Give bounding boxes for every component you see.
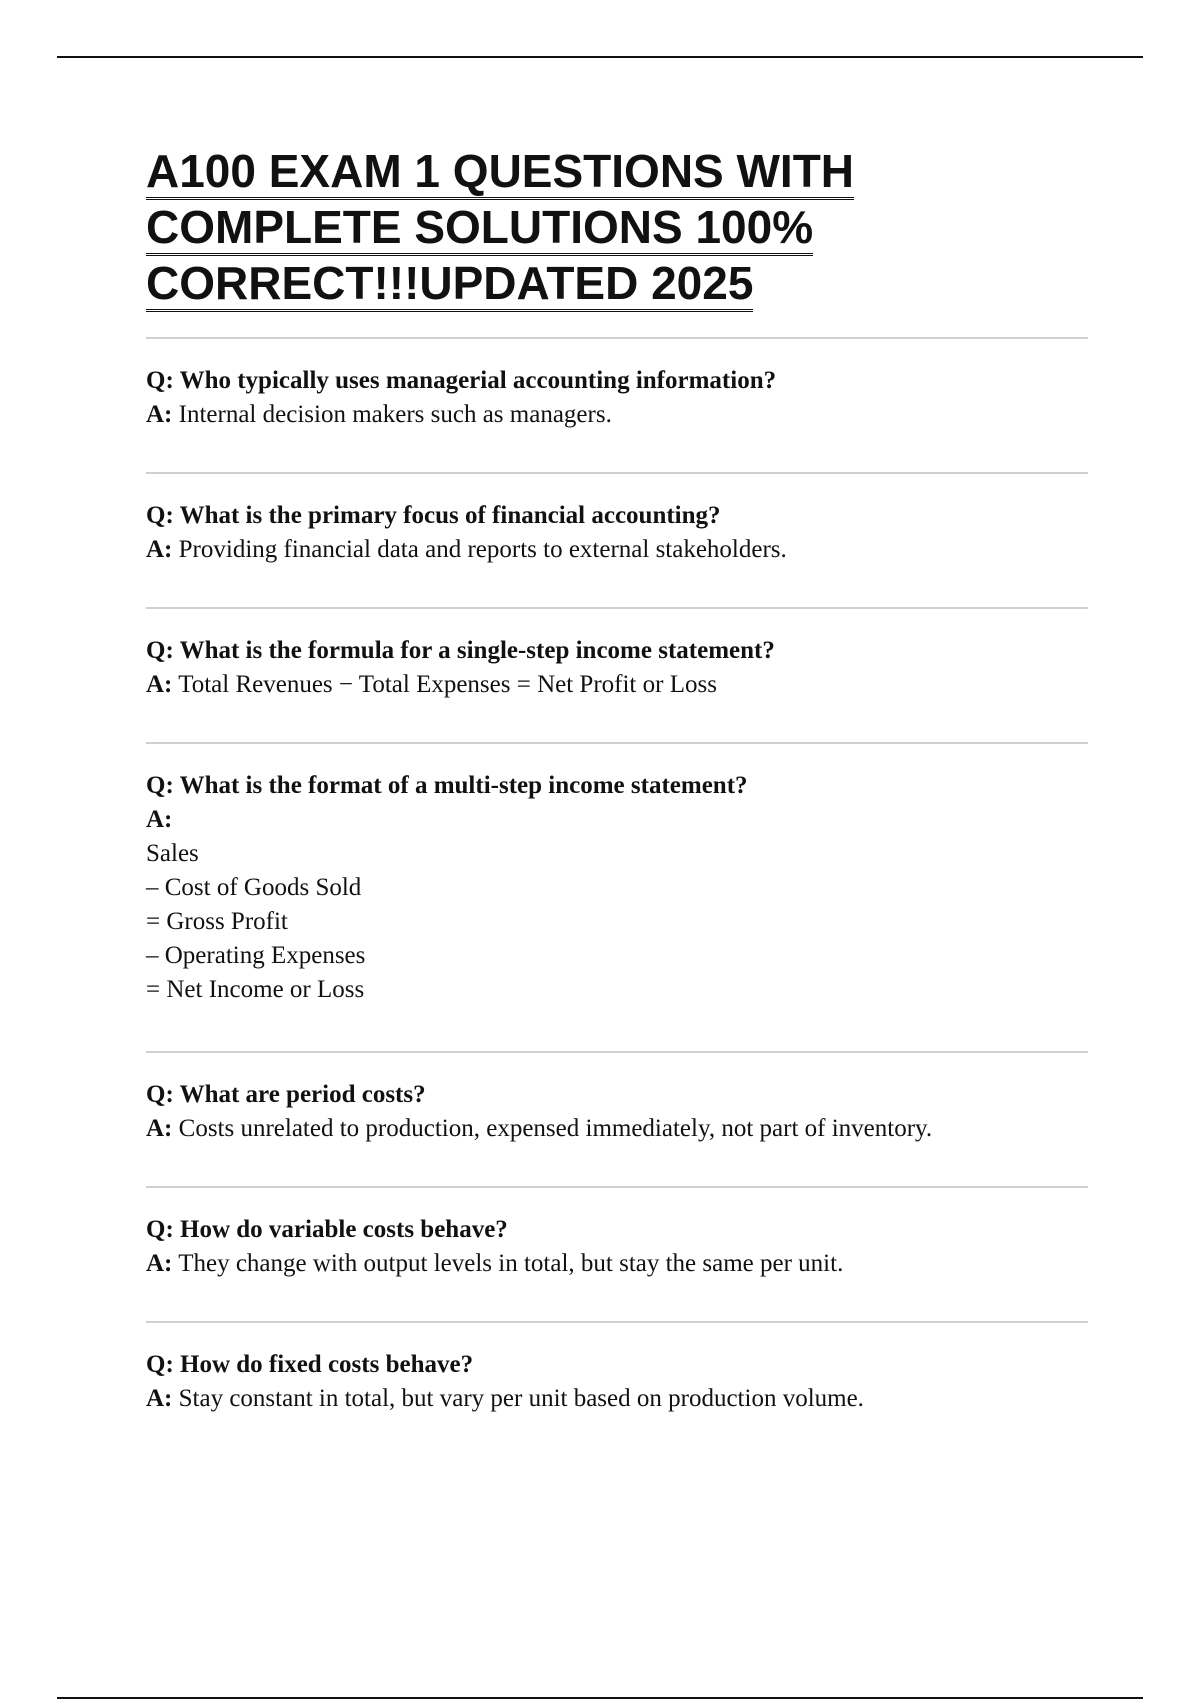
answer-text: They change with output levels in total, but stay the same per unit. bbox=[178, 1250, 844, 1277]
page-top-rule bbox=[57, 56, 1143, 58]
answer-label: A: bbox=[146, 536, 173, 563]
answer-label: A: bbox=[146, 401, 173, 428]
answer-label: A: bbox=[146, 1250, 173, 1277]
answer-label: A: bbox=[146, 1385, 173, 1412]
answer-text: Providing financial data and reports to external stakeholders. bbox=[178, 536, 787, 563]
document-body bbox=[146, 143, 1088, 1456]
answer-label: A: bbox=[146, 1115, 173, 1142]
answer bbox=[146, 1112, 1088, 1146]
question: Q: How do variable costs behave? bbox=[146, 1216, 508, 1243]
answer-text: Costs unrelated to production, expensed immediately, not part of inventory. bbox=[178, 1115, 933, 1142]
answer-line: – Cost of Goods Sold bbox=[146, 874, 362, 901]
qa-item bbox=[146, 1053, 1088, 1186]
qa-item bbox=[146, 339, 1088, 472]
question: Q: What are period costs? bbox=[146, 1081, 426, 1108]
answer bbox=[146, 398, 1088, 432]
answer-line: – Operating Expenses bbox=[146, 942, 366, 969]
answer-text: Total Revenues − Total Expenses = Net Profit or Loss bbox=[178, 671, 717, 698]
answer-line: Sales bbox=[146, 840, 199, 867]
title-line-1: A100 EXAM 1 QUESTIONS WITH bbox=[146, 145, 854, 200]
answer-label: A: bbox=[146, 806, 173, 833]
title-line-3: CORRECT!!!UPDATED 2025 bbox=[146, 257, 753, 312]
document-title bbox=[146, 143, 1088, 311]
answer bbox=[146, 533, 1088, 567]
question: Q: Who typically uses managerial accounting information? bbox=[146, 367, 777, 394]
title-line-2: COMPLETE SOLUTIONS 100% bbox=[146, 201, 813, 256]
answer bbox=[146, 668, 1088, 702]
qa-item bbox=[146, 1323, 1088, 1456]
answer-label: A: bbox=[146, 671, 173, 698]
answer-text: Internal decision makers such as managers. bbox=[178, 401, 612, 428]
page-bottom-rule bbox=[57, 1697, 1143, 1699]
question: Q: What is the formula for a single-step income statement? bbox=[146, 637, 775, 664]
question: Q: What is the primary focus of financial accounting? bbox=[146, 502, 721, 529]
qa-item bbox=[146, 609, 1088, 742]
answer bbox=[146, 1382, 1088, 1416]
qa-item bbox=[146, 474, 1088, 607]
answer-text: Stay constant in total, but vary per unit based on production volume. bbox=[178, 1385, 864, 1412]
question: Q: What is the format of a multi-step income statement? bbox=[146, 772, 748, 799]
question: Q: How do fixed costs behave? bbox=[146, 1351, 474, 1378]
qa-item bbox=[146, 1188, 1088, 1321]
qa-item bbox=[146, 744, 1088, 1051]
answer-line: = Gross Profit bbox=[146, 908, 288, 935]
answer-line: = Net Income or Loss bbox=[146, 976, 365, 1003]
answer bbox=[146, 1247, 1088, 1281]
